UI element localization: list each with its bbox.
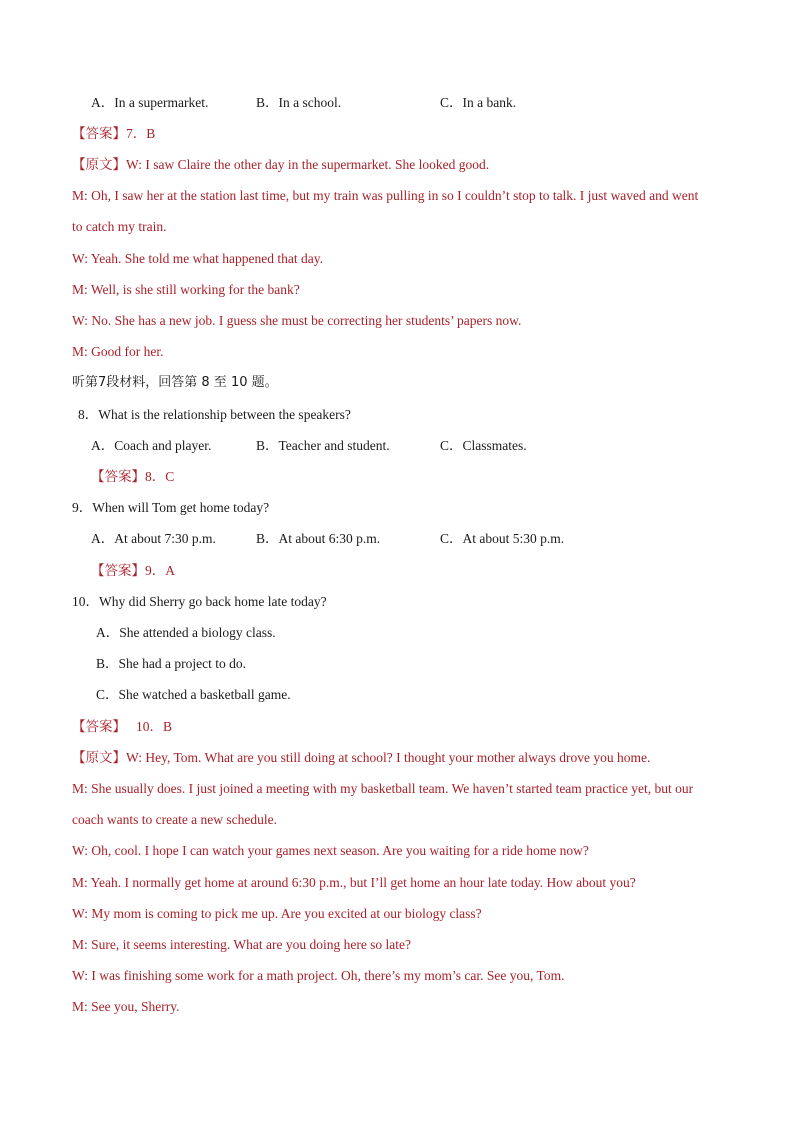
answer-tag: 【答案】 [72, 719, 126, 734]
transcript10-line-1 [72, 749, 650, 767]
answer-value: 10．B [136, 719, 173, 734]
section-heading: 听第7段材料，回答第 8 至 10 题。 [72, 375, 278, 390]
transcript7-line-7: M: Good for her. [72, 344, 164, 359]
q9-option-c: C．At about 5:30 p.m. [440, 531, 565, 546]
q8-option-a: A．Coach and player. [91, 438, 212, 453]
transcript7-line-6: W: No. She has a new job. I guess she must be correcting her students’ papers now. [72, 313, 522, 328]
transcript10-line-8: W: I was finishing some work for a math project. Oh, there’s my mom’s car. See you, Tom. [72, 968, 565, 983]
q9-option-a: A．At about 7:30 p.m. [91, 531, 216, 546]
answer-tag: 【答案】 [91, 469, 145, 484]
q8-option-b: B．Teacher and student. [256, 438, 390, 453]
answer-tag: 【答案】 [72, 126, 126, 141]
q9-option-b: B．At about 6:30 p.m. [256, 531, 381, 546]
q10-answer [72, 718, 172, 736]
q10-option-b: B．She had a project to do. [96, 656, 246, 671]
q7-option-b: B．In a school. [256, 95, 342, 110]
q10-question: 10．Why did Sherry go back home late today? [72, 594, 327, 609]
q7-option-a: A．In a supermarket. [91, 95, 209, 110]
q10-option-a: A．She attended a biology class. [96, 625, 276, 640]
transcript10-line-5: M: Yeah. I normally get home at around 6:30 p.m., but I’ll get home an hour late today. How about you? [72, 875, 636, 890]
transcript7-line-2: M: Oh, I saw her at the station last time, but my train was pulling in so I couldn’t stop to talk. I just waved and went [72, 188, 699, 203]
transcript-tag: 【原文】 [72, 157, 126, 172]
q9-answer [91, 562, 175, 580]
q10-option-c: C．She watched a basketball game. [96, 687, 291, 702]
q9-question: 9．When will Tom get home today? [72, 500, 270, 515]
transcript10-line-6: W: My mom is coming to pick me up. Are you excited at our biology class? [72, 906, 482, 921]
q7-answer [72, 125, 155, 143]
transcript10-line-7: M: Sure, it seems interesting. What are you doing here so late? [72, 937, 412, 952]
transcript-tag: 【原文】 [72, 750, 126, 765]
q8-question: 8．What is the relationship between the speakers? [78, 407, 351, 422]
transcript7-line-4: W: Yeah. She told me what happened that day. [72, 251, 323, 266]
transcript10-line-2: M: She usually does. I just joined a meeting with my basketball team. We haven’t started team practice yet, but our [72, 781, 694, 796]
transcript-text: W: Hey, Tom. What are you still doing at school? I thought your mother always drove you home. [126, 750, 651, 765]
answer-value: 7．B [126, 126, 156, 141]
transcript10-line-3: coach wants to create a new schedule. [72, 812, 278, 827]
answer-tag: 【答案】 [91, 563, 145, 578]
answer-value: 9．A [145, 563, 175, 578]
transcript-text: W: I saw Claire the other day in the supermarket. She looked good. [126, 157, 490, 172]
transcript10-line-4: W: Oh, cool. I hope I can watch your games next season. Are you waiting for a ride home now? [72, 843, 589, 858]
q8-option-c: C．Classmates. [440, 438, 527, 453]
q7-option-c: C．In a bank. [440, 95, 517, 110]
transcript7-line-5: M: Well, is she still working for the bank? [72, 282, 300, 297]
transcript7-line-1 [72, 156, 489, 174]
q8-answer [91, 468, 174, 486]
transcript7-line-3: to catch my train. [72, 219, 167, 234]
transcript10-line-9: M: See you, Sherry. [72, 999, 180, 1014]
answer-value: 8．C [145, 469, 175, 484]
